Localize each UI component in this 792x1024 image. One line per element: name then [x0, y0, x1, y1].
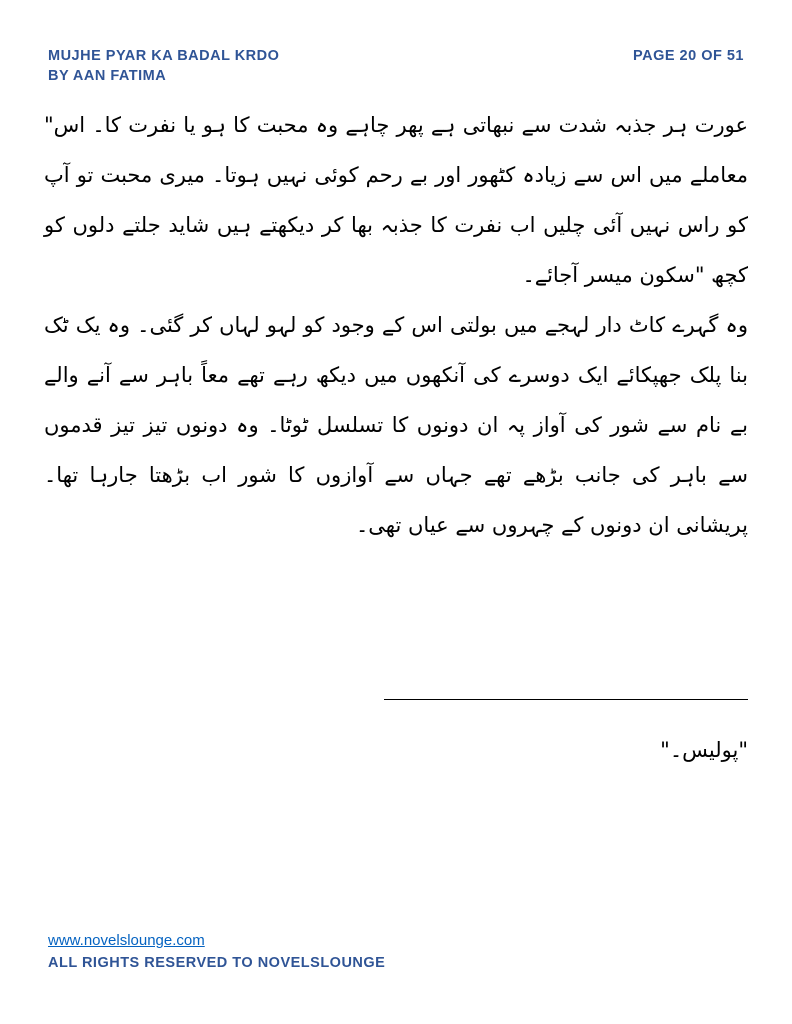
website-link[interactable]: www.novelslounge.com	[48, 932, 205, 949]
dialogue-line: "پولیس۔"	[660, 738, 748, 762]
page-number: PAGE 20 OF 51	[633, 48, 744, 64]
page-header	[48, 46, 744, 94]
header-title-block	[48, 46, 279, 86]
novel-title: MUJHE PYAR KA BADAL KRDO	[48, 48, 280, 64]
paragraph-2: وہ گہرے کاٹ دار لہجے میں بولتی اس کے وجود کو لہو لہاں کر گئی۔ وہ یک ٹک بنا پلک جھپکائے ایک دوسرے کی آنکھوں میں دیکھ رہے تھے معاً باہر سے آنے والے بے نام سے شور کی آواز پہ ان دونوں کا تسلسل ٹوٹا۔ وہ دونوں تیز تیز قدموں سے باہر کی جانب بڑھے تھے جہاں سے آوازوں کا شور اب بڑھتا جارہا تھا۔ پریشانی ان دونوں کے چہروں سے عیاں تھی۔	[44, 313, 748, 537]
novel-author: BY AAN FATIMA	[48, 68, 167, 84]
rights-notice: ALL RIGHTS RESERVED TO NOVELSLOUNGE	[48, 955, 386, 971]
page-footer	[48, 930, 548, 974]
section-divider	[384, 699, 748, 700]
paragraph-1: عورت ہر جذبہ شدت سے نبھاتی ہے پھر چاہے وہ محبت کا ہو یا نفرت کا۔ اس" معاملے میں اس سے زیادہ کٹھور اور بے رحم کوئی نہیں ہوتا۔ میری محبت تو آپ کو راس نہیں آئی چلیں اب نفرت کا جذبہ بھا کر دیکھتے ہیں شاید جلتے دلوں کو کچھ "سکون میسر آجائے۔	[44, 113, 748, 287]
story-body	[44, 100, 748, 550]
